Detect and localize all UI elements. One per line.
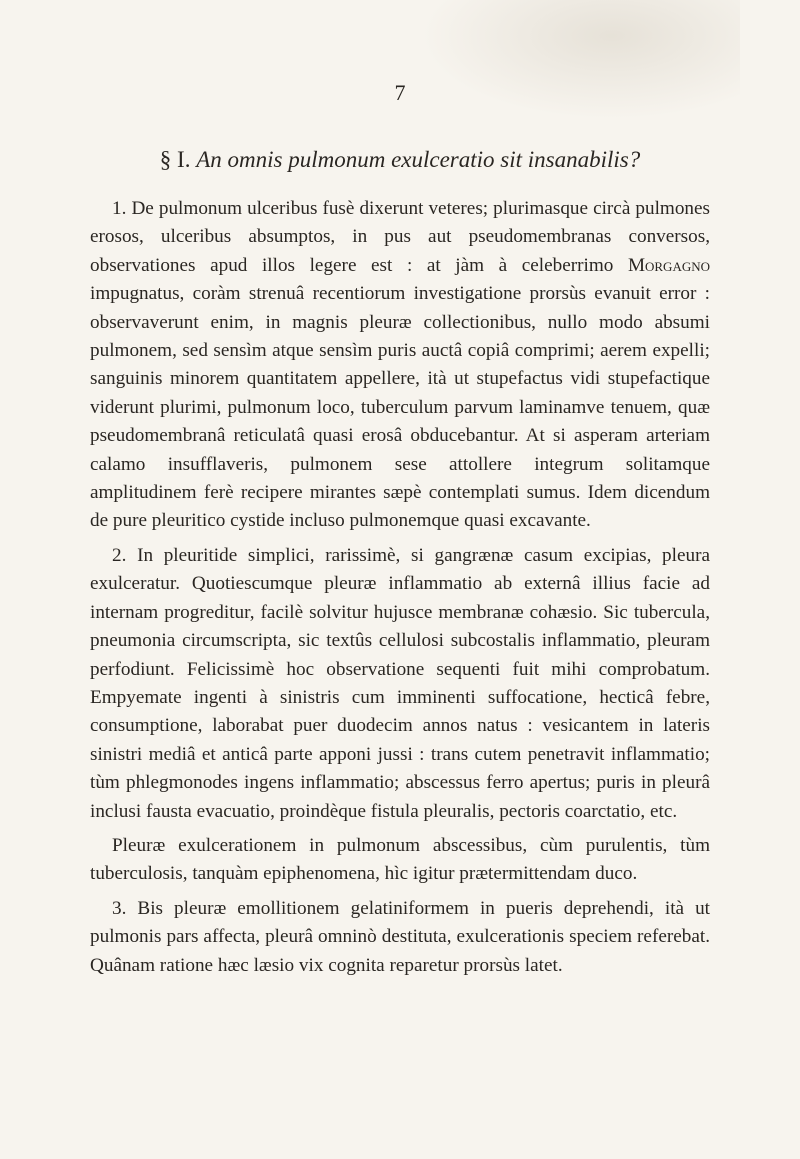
paragraph-text-cont: impugnatus, coràm strenuâ recentiorum investigatione prorsùs evanuit error : observaverunt enim, in magnis pleuræ collectionibus, nullo modo absumi pulmonem, sed sensìm atque sensìm puris auctâ copiâ comprimi; aerem expelli; sanguinis minorem quantitatem appellere, ità ut stupefactus vidi stupefactique viderunt plurimi, pulmonum loco, tuberculum parvum laminamve tenuem, quæ pseudomembranâ reticulatâ quasi erosâ obducebantur. At si asperam arteriam calamo insufflaveris, pulmonem sese attollere integrum solitamque amplitudinem ferè recipere mirantes sæpè contemplati sumus. Idem dicendum de pure pleuritico cystide incluso pulmonemque quasi excavante. bbox=[90, 283, 710, 532]
paragraph-text: In pleuritide simplici, rarissimè, si gangrænæ casum excipias, pleura exulceratur. Quotiescumque pleuræ inflammatio ab externâ illius facie ad internam progreditur, facilè solvitur hujusce membranæ cohæsio. Sic tubercula, pneumonia circumscripta, sic textûs cellulosi subcostalis inflammatio, pleuram perfodiunt. Felicissimè hoc observatione sequenti fuit mihi comprobatum. Empyemate ingenti à sinistris cum imminenti suffocatione, hecticâ febre, consumptione, laborabat puer duodecim annos natus : vesicantem in lateris sinistri mediâ et anticâ parte apponi jussi : trans cutem penetravit inflammatio; tùm phlegmonodes ingens inflammatio; abscessus ferro apertus; puris in pleurâ inclusi fausta evacuatio, proindèque fistula pleuralis, pectoris coarctatio, etc. bbox=[90, 544, 710, 822]
paragraph-unnumbered bbox=[90, 832, 710, 889]
section-title: An omnis pulmonum exulceratio sit insanabilis? bbox=[196, 147, 641, 172]
paragraph-text: De pulmonum ulceribus fusè dixerunt veteres; plurimasque circà pulmones erosos, ulceribus absumptos, in pus aut pseudomembranas conversos, observationes apud illos legere est : at jàm à celeberrimo bbox=[90, 198, 711, 276]
paragraph-number: 2. bbox=[112, 544, 127, 566]
paragraph-3 bbox=[90, 895, 710, 980]
paragraph-2 bbox=[90, 542, 710, 826]
section-heading bbox=[0, 147, 800, 173]
paragraph-number: 1. bbox=[112, 198, 127, 219]
section-mark: § I. bbox=[159, 147, 191, 172]
paragraph-text: Pleuræ exulcerationem in pulmonum abscessibus, cùm purulentis, tùm tuberculosis, tanquàm epiphenomena, hìc igitur prætermittendam duco. bbox=[90, 834, 710, 885]
author-name: Morgagno bbox=[627, 254, 710, 276]
page-number: 7 bbox=[394, 80, 406, 105]
paragraph-1 bbox=[90, 195, 710, 536]
body-text bbox=[90, 195, 710, 986]
paragraph-number: 3. bbox=[112, 897, 127, 919]
paragraph-text: Bis pleuræ emollitionem gelatiniformem in pueris deprehendi, ità ut pulmonis pars affecta, pleurâ omninò destituta, exulcerationis speciem referebat. Quânam ratione hæc læsio vix cognita reparetur prorsùs latet. bbox=[90, 897, 711, 976]
